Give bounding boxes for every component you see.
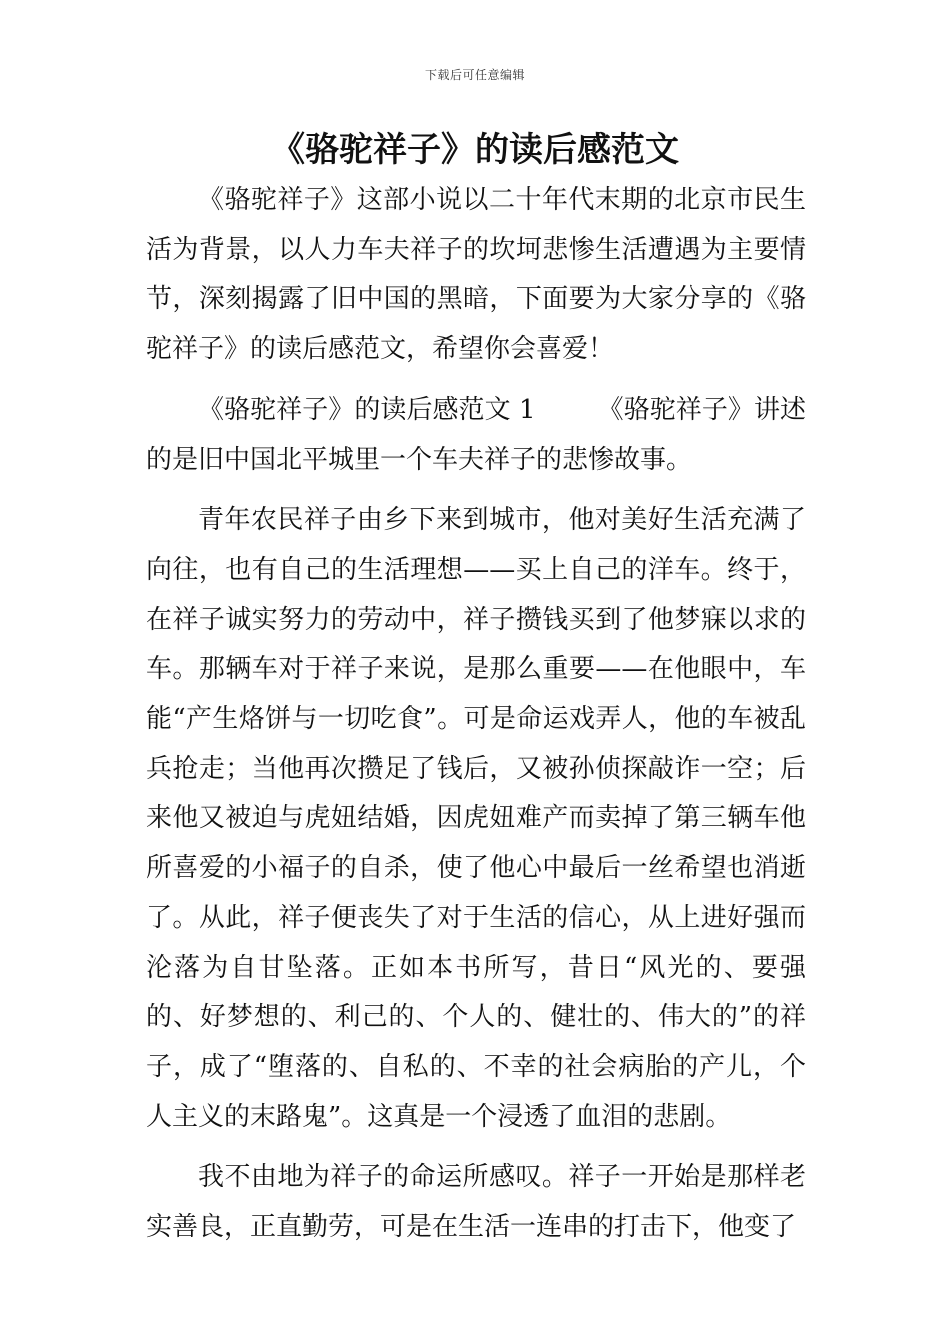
story-paragraph: 青年农民祥子由乡下来到城市，他对美好生活充满了向往，也有自己的生活理想——买上自己的洋车。终于，在祥子诚实努力的劳动中，祥子攒钱买到了他梦寐以求的车。那辆车对于祥子来说，是那么重要——在他眼中，车能“产生烙饼与一切吃食”。可是命运戏弄人，他的车被乱兵抢走；当他再次攒足了钱后，又被孙侦探敲诈一空；后来他又被迫与虎妞结婚，因虎妞难产而卖掉了第三辆车他所喜爱的小福子的自杀，使了他心中最后一丝希望也消逝了。从此，祥子便丧失了对于生活的信心，从上进好强而沦落为自甘坠落。正如本书所写，昔日“风光的、要强的、好梦想的、利己的、个人的、健壮的、伟大的”的祥子，成了“堕落的、自私的、不幸的社会病胎的产儿，个人主义的末路鬼”。这真是一个浸透了血泪的悲剧。 bbox=[146, 505, 806, 1132]
intro-paragraph: 《骆驼祥子》这部小说以二十年代末期的北京市民生活为背景，以人力车夫祥子的坎坷悲惨生活遭遇为主要情节，深刻揭露了旧中国的黑暗，下面要为大家分享的《骆驼祥子》的读后感范文，希望你会喜爱！ bbox=[146, 185, 806, 365]
section-paragraph bbox=[146, 386, 806, 485]
document-body bbox=[146, 176, 806, 1260]
section-lead: 《骆驼祥子》讲述的是旧中国北平城里一个车夫祥子的悲惨故事。 bbox=[146, 394, 806, 475]
document-title: 《骆驼祥子》的读后感范文 bbox=[271, 130, 679, 170]
header-note: 下载后可任意编辑 bbox=[424, 68, 525, 82]
section-heading: 《骆驼祥子》的读后感范文 1 bbox=[198, 394, 536, 425]
reflection-paragraph: 我不由地为祥子的命运所感叹。祥子一开始是那样老实善良，正直勤劳，可是在生活一连串的打击下，他变了 bbox=[146, 1162, 806, 1243]
